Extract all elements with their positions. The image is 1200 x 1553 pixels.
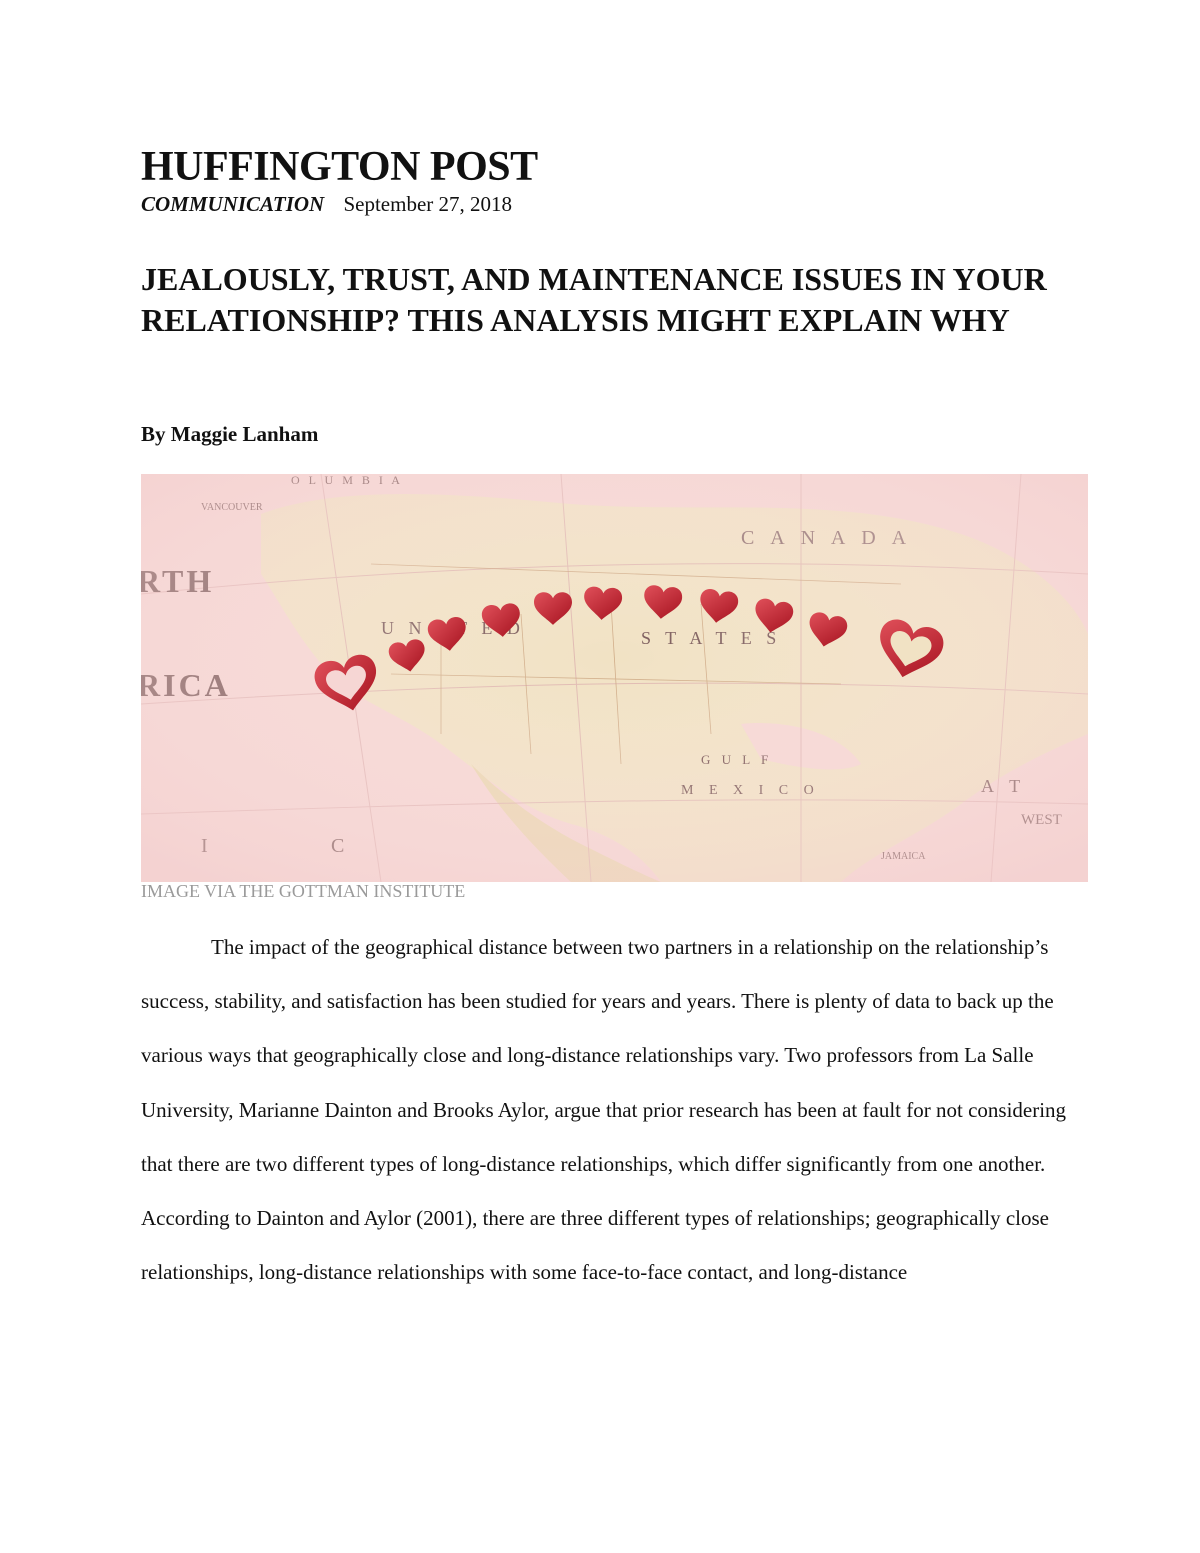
image-caption: IMAGE VIA THE GOTTMAN INSTITUTE [141,881,466,901]
article-meta [141,192,512,217]
article-headline: JEALOUSLY, TRUST, AND MAINTENANCE ISSUES IN YOUR RELATIONSHIP? THIS ANALYSIS MIGHT EXPLAIN WHY [141,261,1047,338]
map-with-hearts-photo [141,474,1088,882]
publish-date: September 27, 2018 [343,192,513,216]
byline: By Maggie Lanham [141,422,319,446]
article-body-paragraph: The impact of the geographical distance between two partners in a relationship on the relationship’s success, stability, and satisfaction has been studied for years and years. There is plenty of data to back up the various ways that geographically close and long-distance relationships vary. Two professors from La Salle University, Marianne Dainton and Brooks Aylor, argue that prior research has been at fault for not considering that there are two different types of long-distance relationships, which differ significantly from one another. According to Dainton and Aylor (2001), there are three different types of relationships; geographically close relationships, long-distance relationships with some face-to-face contact, and long-distance [141,935,1067,1285]
publication-name: HUFFINGTON POST [141,144,538,190]
section-label: COMMUNICATION [141,192,325,216]
